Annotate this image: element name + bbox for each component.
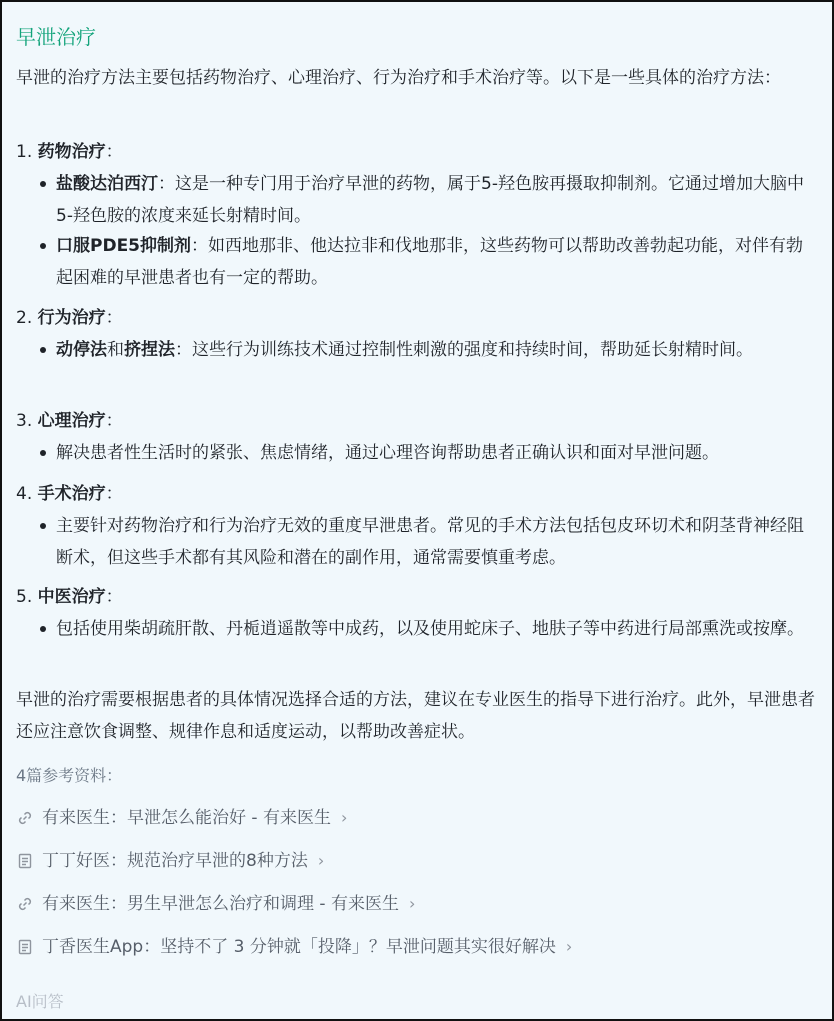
references-label: 4篇参考资料： bbox=[16, 766, 123, 785]
section-number: 4. bbox=[16, 484, 33, 504]
reference-link[interactable] bbox=[16, 932, 572, 962]
document-icon bbox=[16, 938, 34, 956]
reference-text: 有来医生：男生早泄怎么治疗和调理 - 有来医生 bbox=[42, 894, 399, 914]
bullet-item: 动停法和挤捏法：这些行为训练技术通过控制性刺激的强度和持续时间，帮助延长射精时间。 bbox=[40, 334, 816, 366]
bullet-item: 盐酸达泊西汀：这是一种专门用于治疗早泄的药物，属于5-羟色胺再摄取抑制剂。它通过增加大脑中5-羟色胺的浓度来延长射精时间。 bbox=[40, 168, 816, 232]
bullet-item: 解决患者性生活时的紧张、焦虑情绪，通过心理咨询帮助患者正确认识和面对早泄问题。 bbox=[40, 437, 816, 469]
section-title: 手术治疗 bbox=[37, 484, 106, 504]
reference-link[interactable] bbox=[16, 846, 324, 876]
conclusion-paragraph: 早泄的治疗需要根据患者的具体情况选择合适的方法，建议在专业医生的指导下进行治疗。此外，早泄患者还应注意饮食调整、规律作息和适度运动，以帮助改善症状。 bbox=[16, 690, 815, 742]
reference-text: 有来医生：早泄怎么能治好 - 有来医生 bbox=[42, 808, 331, 828]
section-number: 1. bbox=[16, 142, 33, 162]
section-title: 心理治疗 bbox=[37, 411, 106, 431]
section-title: 行为治疗 bbox=[37, 308, 106, 328]
reference-text: 丁丁好医：规范治疗早泄的8种方法 bbox=[42, 851, 308, 871]
intro-paragraph: 早泄的治疗方法主要包括药物治疗、心理治疗、行为治疗和手术治疗等。以下是一些具体的治疗方法： bbox=[16, 68, 781, 88]
section-number: 5. bbox=[16, 587, 33, 607]
bullet-dot bbox=[40, 450, 46, 456]
bullet-dot bbox=[40, 181, 46, 187]
footer-label: AI问答 bbox=[16, 992, 64, 1011]
reference-text: 丁香医生App：坚持不了 3 分钟就「投降」？早泄问题其实很好解决 bbox=[42, 937, 556, 957]
link-icon bbox=[16, 809, 34, 827]
section-heading-behavior: 2. 行为治疗： bbox=[16, 308, 123, 328]
reference-link[interactable] bbox=[16, 889, 415, 919]
section-heading-surgery: 4. 手术治疗： bbox=[16, 484, 123, 504]
chevron-right-icon: › bbox=[408, 894, 416, 913]
section-heading-psych: 3. 心理治疗： bbox=[16, 411, 123, 431]
reference-link[interactable] bbox=[16, 803, 347, 833]
section-number: 3. bbox=[16, 411, 33, 431]
chevron-right-icon: › bbox=[317, 851, 325, 870]
chevron-right-icon: › bbox=[340, 808, 348, 827]
bullet-item: 主要针对药物治疗和行为治疗无效的重度早泄患者。常见的手术方法包括包皮环切术和阴茎背神经阻断术，但这些手术都有其风险和潜在的副作用，通常需要慎重考虑。 bbox=[40, 510, 816, 574]
answer-title: 早泄治疗 bbox=[16, 25, 96, 49]
section-title: 药物治疗 bbox=[37, 142, 106, 162]
document-icon bbox=[16, 852, 34, 870]
bullet-dot bbox=[40, 243, 46, 249]
link-icon bbox=[16, 895, 34, 913]
chevron-right-icon: › bbox=[565, 937, 573, 956]
bullet-dot bbox=[40, 626, 46, 632]
bullet-item: 口服PDE5抑制剂：如西地那非、他达拉非和伐地那非，这些药物可以帮助改善勃起功能，对伴有勃起困难的早泄患者也有一定的帮助。 bbox=[40, 230, 816, 294]
bullet-dot bbox=[40, 347, 46, 353]
section-heading-drug: 1. 药物治疗： bbox=[16, 142, 123, 162]
section-number: 2. bbox=[16, 308, 33, 328]
section-heading-tcm: 5. 中医治疗： bbox=[16, 587, 123, 607]
bullet-dot bbox=[40, 523, 46, 529]
bullet-item: 包括使用柴胡疏肝散、丹栀逍遥散等中成药，以及使用蛇床子、地肤子等中药进行局部熏洗或按摩。 bbox=[40, 613, 816, 645]
section-title: 中医治疗 bbox=[37, 587, 106, 607]
